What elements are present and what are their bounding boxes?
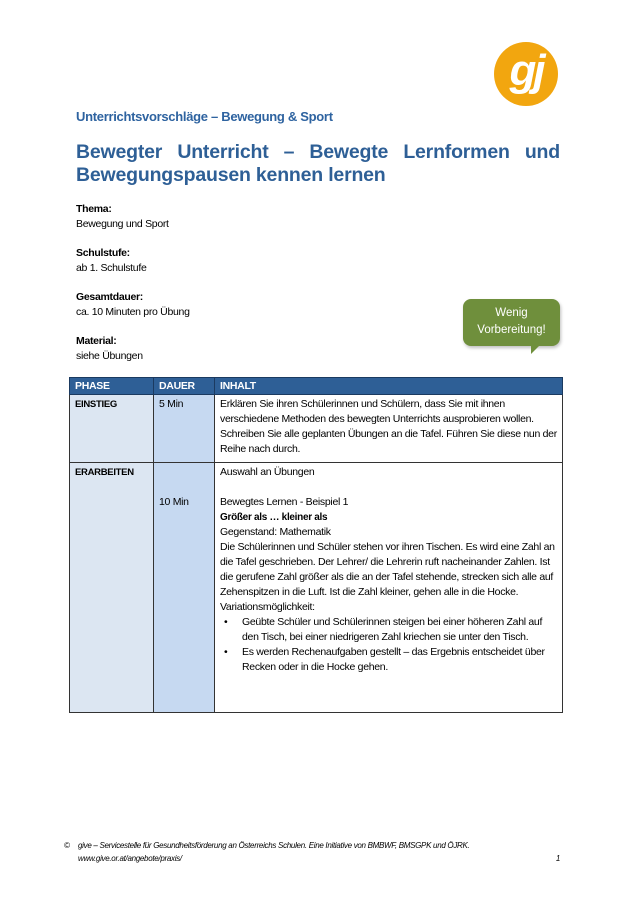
footer-link[interactable]: www.give.or.at/angebote/praxis/ [78,854,182,863]
header-inhalt: INHALT [215,378,563,395]
meta-value: ab 1. Schulstufe [76,262,147,274]
lesson-plan-table [69,377,563,713]
footer-line-1: give – Servicestelle für Gesundheitsförderung an Österreichs Schulen. Eine Initiative von BMBWF, BMSGPK und ÖJRK. [78,841,470,850]
meta-schulstufe [76,246,147,276]
badge-line-2: Vorbereitung! [477,324,546,336]
section-kicker: Unterrichtsvorschläge – Bewegung & Sport [76,109,333,124]
phase-cell: EINSTIEG [70,395,154,463]
intro-text: Auswahl an Übungen [220,466,315,478]
dauer-value: 10 Min [159,496,189,508]
exercise-name: Größer als … kleiner als [220,512,328,523]
dauer-cell: 5 Min [154,395,215,463]
table-row [70,395,563,463]
meta-label: Material: [76,335,117,347]
description-text: Die Schülerinnen und Schüler stehen vor ihren Tischen. Es wird eine Zahl an die Tafel geschrieben. Der Lehrer/ die Lehrerin ruft nacheinander Zahlen. Ist die gerufene Zahl größer als die an der Tafel stehende, strecken sich alle auf Zehenspitzen in die Luft. Ist die Zahl kleiner, gehen alle in die Hocke. [220,541,555,598]
preparation-badge [463,299,560,346]
title-line-1 [76,141,560,164]
example-title: Bewegtes Lernen - Beispiel 1 [220,496,349,508]
variation-label: Variationsmöglichkeit: [220,601,315,613]
meta-label: Gesamtdauer: [76,291,144,303]
meta-value: siehe Übungen [76,350,143,362]
page-number: 1 [555,854,560,863]
meta-thema [76,202,169,232]
meta-gesamtdauer [76,290,190,320]
meta-label: Schulstufe: [76,247,130,259]
page-footer [64,839,560,865]
inhalt-cell [215,463,563,713]
meta-value: ca. 10 Minuten pro Übung [76,306,190,318]
title-word: und [524,141,560,163]
dauer-cell [154,463,215,713]
title-word: Bewegte [309,141,389,163]
header-dauer: DAUER [154,378,215,395]
list-item: • Geübte Schüler und Schülerinnen steigen bei einer höheren Zahl auf den Tisch, bei einer niedrigeren Zahl kriechen sie unter den Tisch. [220,615,557,645]
inhalt-cell: Erklären Sie ihren Schülerinnen und Schülern, dass Sie mit ihnen verschiedene Methoden des bewegten Unterrichts ausprobieren wollen. Schreiben Sie alle geplanten Übungen an die Tafel. Führen Sie diese nun der Reihe nach durch. [215,395,563,463]
variation-list [220,615,557,675]
subject-text: Gegenstand: Mathematik [220,526,331,538]
meta-value: Bewegung und Sport [76,218,169,230]
list-item: • Es werden Rechenaufgaben gestellt – das Ergebnis entscheidet über Recken oder in die Hocke gehen. [220,645,557,675]
title-line-2: Bewegungspausen kennen lernen [76,164,386,186]
copyright-icon: © [64,841,70,850]
table-header-row [70,378,563,395]
phase-cell: ERARBEITEN [70,463,154,713]
meta-material [76,334,143,364]
give-logo [494,42,558,106]
badge-line-1: Wenig [495,307,528,319]
title-word: – [283,141,295,163]
title-word: Unterricht [177,141,269,163]
header-phase: PHASE [70,378,154,395]
table-row [70,463,563,713]
page-title [76,141,560,187]
title-word: Lernformen [403,141,510,163]
logo-glyph: gj [509,46,543,95]
meta-label: Thema: [76,203,112,215]
title-word: Bewegter [76,141,163,163]
